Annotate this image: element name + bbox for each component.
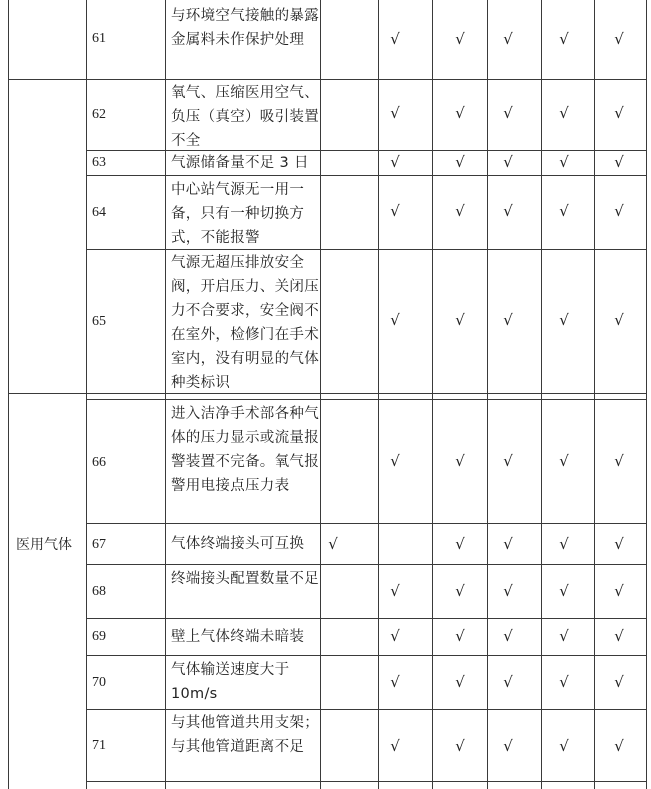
check-mark: √ bbox=[390, 582, 400, 600]
table-row bbox=[0, 0, 651, 79]
check-mark: √ bbox=[614, 202, 624, 220]
check-mark: √ bbox=[390, 153, 400, 171]
table-row bbox=[0, 565, 651, 618]
row-description: 中心站气源无一用一备，只有一种切换方式，不能报警 bbox=[171, 182, 305, 246]
row-number: 61 bbox=[92, 31, 106, 46]
table-row bbox=[0, 619, 651, 655]
check-mark: √ bbox=[503, 30, 513, 48]
row-description: 壁上气体终端未暗装 bbox=[171, 629, 305, 645]
check-mark: √ bbox=[455, 311, 465, 329]
row-number: 70 bbox=[92, 675, 106, 690]
row-number: 68 bbox=[92, 584, 106, 599]
check-mark: √ bbox=[390, 627, 400, 645]
check-mark: √ bbox=[614, 153, 624, 171]
check-mark: √ bbox=[390, 452, 400, 470]
row-number: 65 bbox=[92, 314, 106, 329]
category-label: 医用气体 bbox=[16, 537, 72, 553]
check-mark: √ bbox=[503, 153, 513, 171]
check-mark: √ bbox=[614, 535, 624, 553]
check-mark: √ bbox=[503, 202, 513, 220]
check-mark: √ bbox=[390, 673, 400, 691]
row-divider bbox=[8, 393, 647, 394]
check-mark: √ bbox=[455, 737, 465, 755]
check-mark: √ bbox=[455, 104, 465, 122]
check-mark: √ bbox=[559, 311, 569, 329]
row-description: 氧气、压缩医用空气、负压（真空）吸引装置不全 bbox=[171, 85, 319, 149]
check-mark: √ bbox=[614, 737, 624, 755]
table-row bbox=[0, 710, 651, 781]
check-mark: √ bbox=[559, 30, 569, 48]
check-mark: √ bbox=[559, 582, 569, 600]
check-mark: √ bbox=[559, 535, 569, 553]
check-mark: √ bbox=[559, 104, 569, 122]
table-row bbox=[0, 176, 651, 249]
check-mark: √ bbox=[390, 104, 400, 122]
check-mark: √ bbox=[614, 452, 624, 470]
check-mark: √ bbox=[614, 104, 624, 122]
row-number: 64 bbox=[92, 205, 106, 220]
row-description: 进入洁净手术部各种气体的压力显示或流量报警装置不完备。氧气报警用电接点压力表 bbox=[171, 406, 319, 494]
check-mark: √ bbox=[455, 153, 465, 171]
row-description: 与其他管道共用支架；与其他管道距离不足 bbox=[171, 715, 319, 755]
row-description: 气源无超压排放安全阀，开启压力、关闭压力不合要求，安全阀不在室外，检修门在手术室内，没有明显的气体种类标识 bbox=[171, 255, 319, 391]
check-mark: √ bbox=[455, 535, 465, 553]
check-mark: √ bbox=[614, 627, 624, 645]
check-mark: √ bbox=[503, 673, 513, 691]
row-description: 与环境空气接触的暴露金属料未作保护处理 bbox=[171, 8, 319, 48]
check-mark: √ bbox=[390, 30, 400, 48]
table-row bbox=[0, 250, 651, 393]
check-mark: √ bbox=[455, 627, 465, 645]
row-number: 67 bbox=[92, 537, 106, 552]
row-description: 气体输送速度大于 10m/s bbox=[171, 662, 290, 702]
check-mark: √ bbox=[559, 153, 569, 171]
table-row bbox=[0, 151, 651, 175]
table-row bbox=[0, 80, 651, 150]
check-mark: √ bbox=[503, 104, 513, 122]
check-mark: √ bbox=[390, 311, 400, 329]
check-mark: √ bbox=[559, 673, 569, 691]
row-number: 66 bbox=[92, 455, 106, 470]
check-mark: √ bbox=[390, 737, 400, 755]
check-mark: √ bbox=[614, 311, 624, 329]
check-mark: √ bbox=[559, 452, 569, 470]
row-number: 62 bbox=[92, 107, 106, 122]
check-mark: √ bbox=[559, 737, 569, 755]
check-mark: √ bbox=[455, 452, 465, 470]
check-mark: √ bbox=[503, 582, 513, 600]
check-mark: √ bbox=[503, 535, 513, 553]
check-mark: √ bbox=[455, 582, 465, 600]
row-divider bbox=[86, 781, 647, 782]
check-mark: √ bbox=[503, 627, 513, 645]
table-row bbox=[0, 400, 651, 523]
check-mark: √ bbox=[503, 311, 513, 329]
check-mark: √ bbox=[455, 30, 465, 48]
check-mark: √ bbox=[503, 737, 513, 755]
check-mark: √ bbox=[328, 535, 338, 553]
row-description: 终端接头配置数量不足 bbox=[171, 571, 319, 587]
row-number: 69 bbox=[92, 629, 106, 644]
check-mark: √ bbox=[559, 202, 569, 220]
check-mark: √ bbox=[559, 627, 569, 645]
table-row bbox=[0, 656, 651, 709]
check-mark: √ bbox=[503, 452, 513, 470]
row-description: 气源储备量不足 3 日 bbox=[171, 155, 309, 171]
check-mark: √ bbox=[455, 202, 465, 220]
check-mark: √ bbox=[390, 202, 400, 220]
check-mark: √ bbox=[614, 673, 624, 691]
row-number: 63 bbox=[92, 155, 106, 170]
check-mark: √ bbox=[455, 673, 465, 691]
row-description: 气体终端接头可互换 bbox=[171, 536, 305, 552]
check-mark: √ bbox=[614, 582, 624, 600]
table-row bbox=[0, 524, 651, 564]
check-mark: √ bbox=[614, 30, 624, 48]
row-number: 71 bbox=[92, 738, 106, 753]
